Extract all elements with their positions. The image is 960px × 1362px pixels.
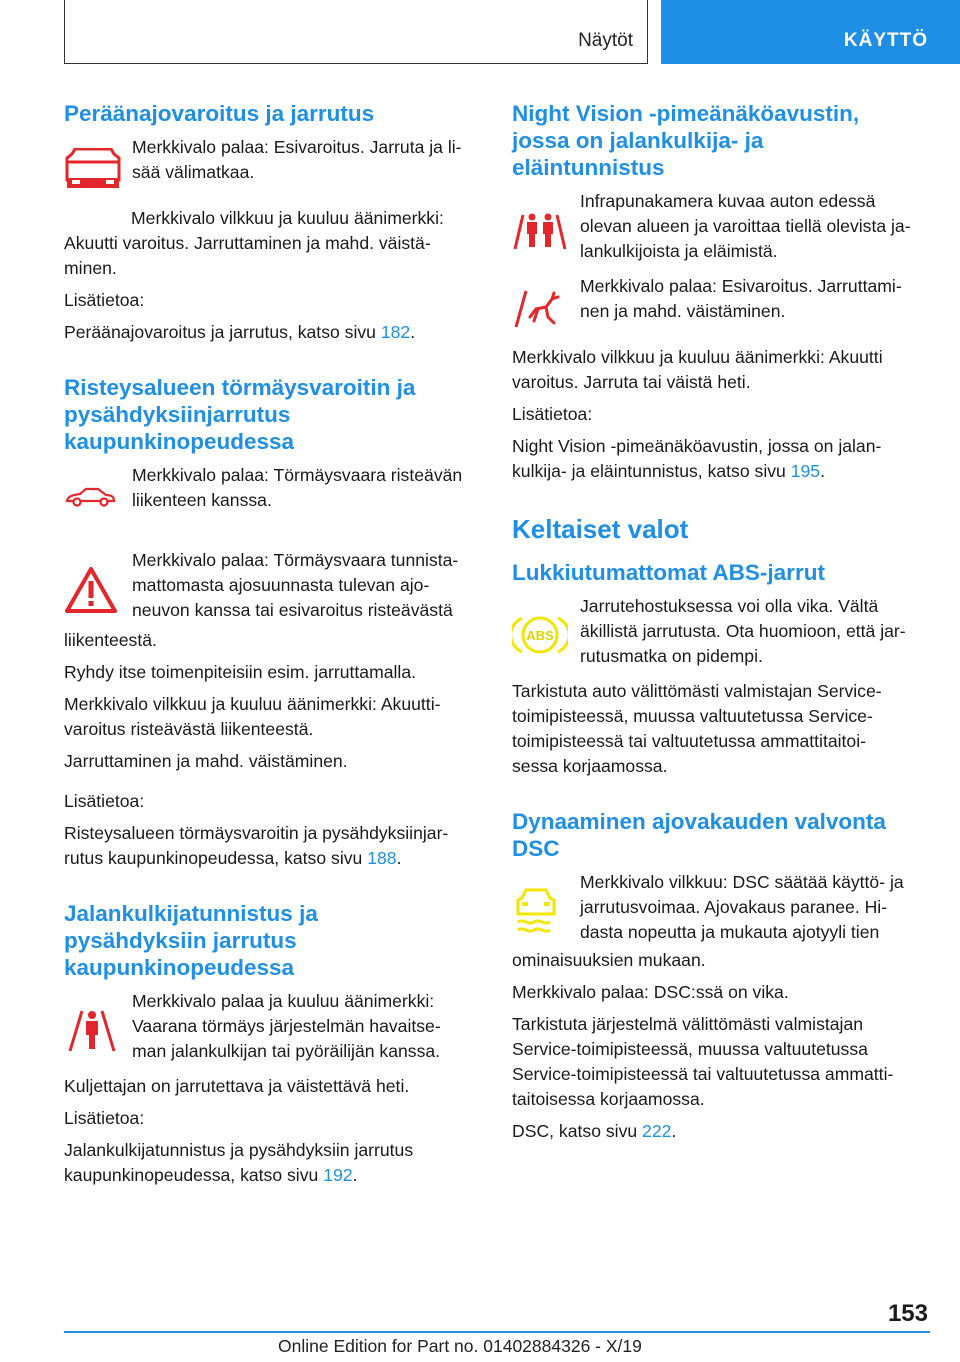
warning-text: Merkkivalo palaa: Törmäysvaara tunnista- mattomasta ajosuunnasta tulevan ajo- neuvon kanssa tai esivaroitus risteävästä [132, 550, 459, 620]
more-info-label: Lisätietoa: [512, 404, 593, 424]
ref-end: . [820, 461, 825, 481]
ref-text: DSC, katso sivu [512, 1121, 643, 1141]
warning-text: Merkkivalo vilkkuu: DSC säätää käyttö- ja jarrutusvoimaa. Ajovakaus paranee. Hi- dasta nopeutta ja mukauta ajotyyli tien [580, 872, 904, 942]
ref-end: . [410, 322, 416, 342]
warning-text: Merkkivalo palaa: Esivaroitus. Jarruttami- nen ja mahd. väistäminen. [580, 276, 902, 321]
paragraph: liikenteestä. [64, 630, 157, 650]
page-reference [64, 1138, 482, 1188]
paragraph: Merkkivalo vilkkuu ja kuuluu äänimerkki: Akuutti- varoitus risteävästä liikenteestä. [64, 694, 441, 739]
paragraph: Jarruttaminen ja mahd. väistäminen. [64, 751, 348, 771]
deer-warning-icon [512, 278, 580, 338]
warning-block [512, 274, 928, 338]
ref-end: . [396, 848, 402, 868]
page-reference [64, 320, 482, 345]
dsc-icon [512, 874, 580, 948]
left-column [64, 100, 482, 1195]
abs-icon-label: ABS [526, 628, 554, 643]
header-section-box [64, 0, 648, 64]
abs-icon [512, 598, 580, 672]
warning-text: Merkkivalo palaa: Törmäysvaara risteävän liikenteen kanssa. [132, 465, 463, 510]
paragraph: Merkkivalo vilkkuu ja kuuluu äänimerkki: Akuutti varoitus. Jarruta tai väistä heti. [512, 347, 883, 392]
section-title-dsc: Dynaaminen ajovakauden valvonta DSC [512, 809, 886, 861]
more-info-label: Lisätietoa: [64, 290, 145, 310]
page-link[interactable]: 188 [367, 848, 397, 868]
ref-text: Peräänajovaroitus ja jarrutus, katso sivu [64, 322, 381, 342]
warning-text: Merkkivalo palaa: Esivaroitus. Jarruta ja li- sää välimatkaa. [132, 137, 462, 182]
ref-text: Night Vision -pimeänäköavustin, jossa on jalan- kulkija- ja eläintunnistus, katso sivu [512, 436, 882, 481]
pedestrians-icon [512, 193, 580, 267]
ref-end: . [352, 1165, 358, 1185]
paragraph: Tarkistuta auto välittömästi valmistajan Service- toimipisteessä, muussa valtuutetussa Service- toimipisteessä tai valtuutetussa ammattitaitoi- sessa korjaamossa. [512, 681, 882, 776]
warning-block [64, 463, 482, 527]
page-link[interactable]: 182 [380, 322, 411, 342]
warning-text: Merkkivalo vilkkuu ja kuuluu äänimerkki: [131, 208, 444, 228]
paragraph: Tarkistuta järjestelmä välittömästi valmistajan Service-toimipisteessä, muussa valtuutetussa Service-toimipisteessä tai valtuutetussa ammatti- taitoisessa korjaamossa. [512, 1014, 894, 1109]
warning-text: Jarrutehostuksessa voi olla vika. Vältä äkillistä jarrutusta. Ota huomioon, että jar- rutusmatka on pidempi. [580, 596, 906, 666]
more-info-label: Lisätietoa: [64, 791, 145, 811]
ref-text: Risteysalueen törmäysvaroitin ja pysähdyksiinjar- rutus kaupunkinopeudessa, katso sivu [64, 823, 449, 868]
warning-block [64, 548, 482, 628]
paragraph: Kuljettajan on jarrutettava ja väistettävä heti. [64, 1076, 410, 1096]
page-reference [512, 1119, 928, 1144]
more-info-label: Lisätietoa: [64, 1108, 145, 1128]
page-number: 153 [887, 1300, 928, 1327]
header-chapter: KÄYTTÖ [843, 30, 928, 51]
page-link[interactable]: 222 [642, 1121, 672, 1141]
section-title-night-vision: Night Vision -pimeänäköavustin, jossa on jalankulkija- ja eläintunnistus [512, 101, 860, 180]
section-title-abs: Lukkiutumattomat ABS-jarrut [512, 560, 825, 585]
warning-text: Merkkivalo palaa ja kuuluu äänimerkki: Vaarana törmäys järjestelmän havaitse- man jalankulkijan tai pyöräilijän kanssa. [132, 991, 441, 1061]
page-link[interactable]: 195 [790, 461, 821, 481]
warning-text: Infrapunakamera kuvaa auton edessä olevan alueen ja varoittaa tiellä olevista ja- lankulkijoista ja eläimistä. [580, 191, 911, 261]
section-title-rear-collision: Peräänajovaroitus ja jarrutus [64, 101, 375, 126]
section-title-yellow-lights: Keltaiset valot [512, 514, 689, 544]
section-title-crossing-warning: Risteysalueen törmäysvaroitin ja pysähdyksiinjarrutus kaupunkinopeudessa [64, 375, 416, 454]
warning-block [512, 189, 928, 267]
warning-block [64, 135, 482, 199]
footer-edition: Online Edition for Part no. 01402884326 - X/19 [278, 1336, 642, 1356]
page-reference [64, 821, 482, 871]
page-link[interactable]: 192 [323, 1165, 353, 1185]
warning-block [64, 989, 482, 1067]
footer-divider [64, 1331, 930, 1333]
page-reference [512, 434, 928, 484]
header-chapter-tab [661, 0, 960, 64]
warning-block [512, 870, 928, 948]
header-section: Näytöt [578, 30, 633, 51]
paragraph: Akuutti varoitus. Jarruttaminen ja mahd. väistä- minen. [64, 233, 431, 278]
section-title-pedestrian: Jalankulkijatunnistus ja pysähdyksiin jarrutus kaupunkinopeudessa [64, 901, 318, 980]
paragraph: Merkkivalo palaa: DSC:ssä on vika. [512, 982, 789, 1002]
right-column [512, 100, 928, 1151]
ref-text: Jalankulkijatunnistus ja pysähdyksiin jarrutus kaupunkinopeudessa, katso sivu [64, 1140, 414, 1185]
warning-block [512, 594, 928, 672]
warning-triangle-icon [64, 552, 132, 628]
paragraph: Ryhdy itse toimenpiteisiin esim. jarruttamalla. [64, 662, 417, 682]
pedestrian-warning-icon [64, 993, 132, 1067]
car-side-icon [64, 467, 132, 527]
paragraph: ominaisuuksien mukaan. [512, 950, 706, 970]
ref-end: . [671, 1121, 677, 1141]
car-front-warning-icon [64, 139, 132, 199]
